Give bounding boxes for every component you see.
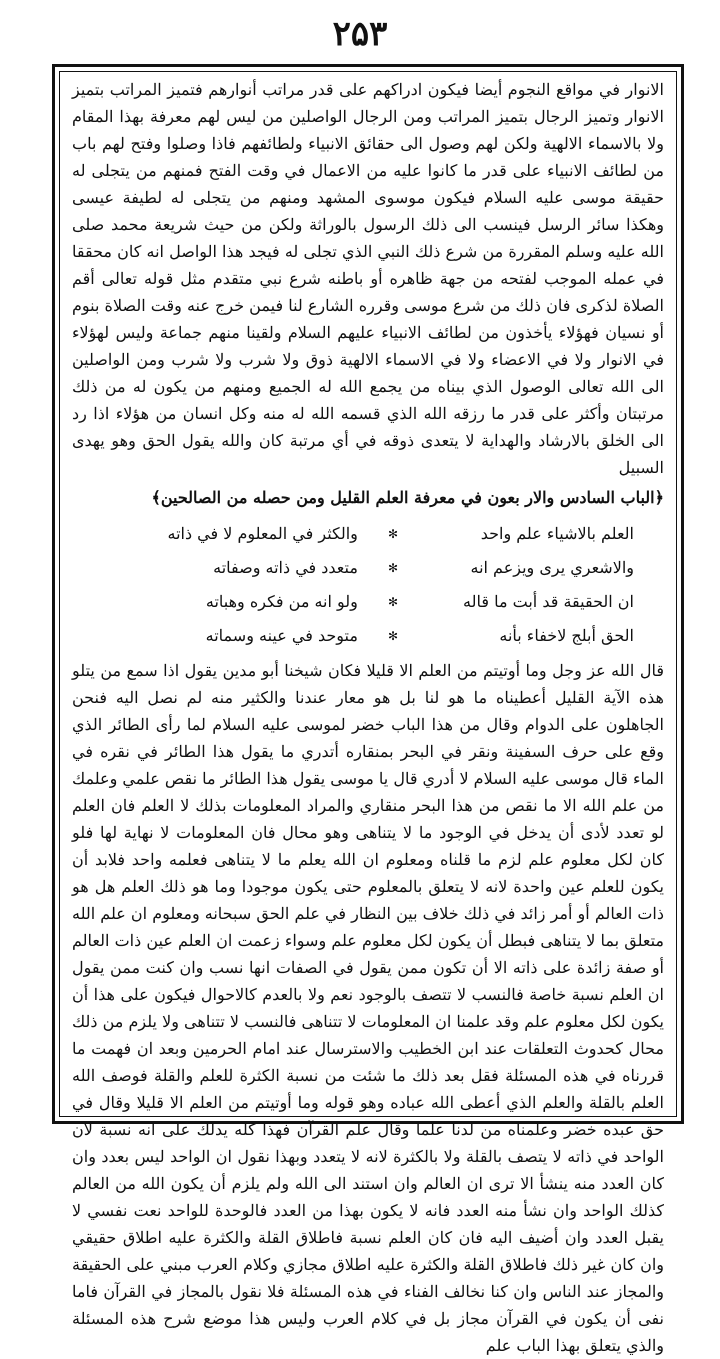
verse-separator: ✻ xyxy=(388,561,399,575)
verse-3-second-hemistich: ولو انه من فكره وهباته xyxy=(205,592,358,611)
verse-2-first-hemistich: والاشعري يرى ويزعم انه xyxy=(470,558,634,577)
paragraph-1: الانوار في مواقع النجوم أيضا فيكون ادراكهم على قدر مراتب أنوارهم فتميز المراتب بتميز الانوار وتميز الرجال بتميز المراتب ومن الرجال الواصلين من ليس لهم معرفة بهذا المقام ولا بالاسماء الالهية ولكن لهم وصول الى حقائق الانبياء ولطائفهم فاذا وصلوا وفتح لهم باب من لطائف الانبياء على قدر ما كانوا عليه من الاعمال في وقت الفتح فمنهم من يتجلى له حقيقة موسى عليه السلام فيكون موسوى المشهد ومنهم من يتجلى له لطيفة عيسى وهكذا سائر الرسل فينسب الى ذلك الرسول بالوراثة ولكن من حيث شريعة محمد صلى الله عليه وسلم المقررة من شرع ذلك النبي الذي تجلى له فيجد هذا الواصل انه كان محققا في عمله الموجب لفتحه من جهة ظاهره أو باطنه شرع نبي متقدم مثل قوله تعالى أقم الصلاة لذكرى فان ذلك من شرع موسى وقرره الشارع لنا فيمن خرج عنه وقت الصلاة بنوم أو نسيان فهؤلاء يأخذون من لطائف الانبياء عليهم السلام ولقينا منهم جماعة وليس لهؤلاء في الانوار ولا في الاعضاء ولا في الاسماء الالهية ذوق ولا شرب ولا شرب ومن الواصلين الى الله تعالى الوصول الذي بيناه من يجمع الله له الجميع ومنهم من يكون له من ذلك مرتبتان وأكثر على قدر ما رزقه الله الذي قسمه الله له منه وكل انسان من هؤلاء اذا رد الى الخلق بالارشاد والهداية لا يتعدى ذوقه في أي مرتبة كان والله يقول الحق وهو يهدى السبيل xyxy=(72,80,665,477)
verse-4-second-hemistich: متوحد في عينه وسماته xyxy=(205,626,358,645)
page-frame xyxy=(52,64,684,1355)
verse-row xyxy=(132,585,634,619)
verse-separator: ✻ xyxy=(388,595,399,609)
poem xyxy=(132,517,634,653)
verse-row xyxy=(132,619,634,653)
paragraph-2: قال الله عز وجل وما أوتيتم من العلم الا قليلا فكان شيخنا أبو مدين يقول اذا سمع من يتلو هذه الآية القليل أعطيناه ما هو لنا بل هو معار عندنا والكثير منه لم نصل اليه فنحن الجاهلون على الدوام وقال من هذا الباب خضر لموسى عليه السلام لما رأى الطائر الذي وقع على حرف السفينة ونقر في البحر بمنقاره أتدري ما يقول هذا الطائر في نقره في الماء قال موسى عليه السلام لا أدري قال يا موسى يقول هذا الطائر ما نقص علمي وعلمك من علم الله الا ما نقص من هذا البحر منقاري والمراد المعلومات بذلك لا العلم فان العلم لو تعدد لأدى أن يدخل في الوجود ما لا يتناهى وهو محال فان المعلومات لا نهاية لها فلو كان لكل معلوم علم لزم ما قلناه ومعلوم ان الله يعلم ما لا يتناهى فعلمه واحد فلابد أن يكون للعلم عين واحدة لانه لا يتعلق بالمعلوم حتى يكون موجودا وما هو ذلك العلم هل هو ذات العالم أو أمر زائد في ذلك خلاف بين النظار في علم الحق سبحانه ومعلوم ان علم الله متعلق بما لا يتناهى فبطل أن يكون لكل معلوم علم وسواء زعمت ان العلم عين ذات العالم أو صفة زائدة على ذاته الا أن تكون ممن يقول في الصفات انها نسب وان كنت ممن يقول ان العلم نسبة خاصة فالنسب لا تتصف بالوجود نعم ولا بالعدم كالاحوال فيكون على هذا أن يكون لكل معلوم علم وقد علمنا ان المعلومات لا تتناهى فالنسب لا تتناهى ولا يلزم من ذلك محال كحدوث التعلقات عند ابن الخطيب والاسترسال عند امام الحرمين وبعد ان فهمت ما قررناه في هذه المسئلة فقل بعد ذلك ما شئت من نسبة الكثرة للعلم والقلة فوصف الله العلم بالقلة والعلم الذي أعطى الله عباده وهو قوله وما أوتيتم من العلم الا قليلا وقال في حق عبده خضر وعلمناه من لدنا علما وقال علم القرآن فهذا كله يدلك على انه نسبة لان الواحد في ذاته لا يتصف بالقلة ولا بالكثرة لانه لا يتعدد وبهذا نقول ان الواحد ليس بعدد وان كان العدد منه ينشأ الا ترى ان العالم وان استند الى الله ولم يلزم أن يكون الله من العالم كذلك الواحد وان نشأ منه العدد فانه لا يكون بهذا من العدد فالوحدة للواحد نعت نفسي لا يقبل العدد وان أضيف اليه فان كان العلم نسبة فاطلاق القلة والكثرة عليه اطلاق حقيقي وان كان غير ذلك فاطلاق القلة والكثرة عليه اطلاق مجازي وكلام العرب مبني على الحقيقة والمجاز عند الناس وان كنا نخالف الفناء في هذه المسئلة فلا نقول بالمجاز في القرآن فاما نفى أن يكون في القرآن مجاز بل في كلام العرب وليس هذا موضع شرح هذه المسئلة والذي يتعلق بهذا الباب علم xyxy=(71,661,665,1355)
chapter-heading: ﴿الباب السادس والار بعون في معرفة العلم القليل ومن حصله من الصالحين﴾ xyxy=(151,488,664,507)
verse-row xyxy=(132,551,634,585)
verse-1-first-hemistich: العلم بالاشياء علم واحد xyxy=(480,524,634,543)
verse-separator: ✻ xyxy=(388,629,399,643)
page-number: ۲۵۳ xyxy=(332,14,388,54)
verse-separator: ✻ xyxy=(388,527,399,541)
verse-3-first-hemistich: ان الحقيقة قد أبت ما قاله xyxy=(463,592,634,611)
verse-1-second-hemistich: والكثر في المعلوم لا في ذاته xyxy=(167,524,358,543)
verse-2-second-hemistich: متعدد في ذاته وصفاته xyxy=(213,558,358,577)
page-frame-inner xyxy=(59,71,677,1355)
main-text xyxy=(60,72,676,1359)
verse-row xyxy=(132,517,634,551)
verse-4-first-hemistich: الحق أبلج لاخفاء بأنه xyxy=(499,626,634,645)
